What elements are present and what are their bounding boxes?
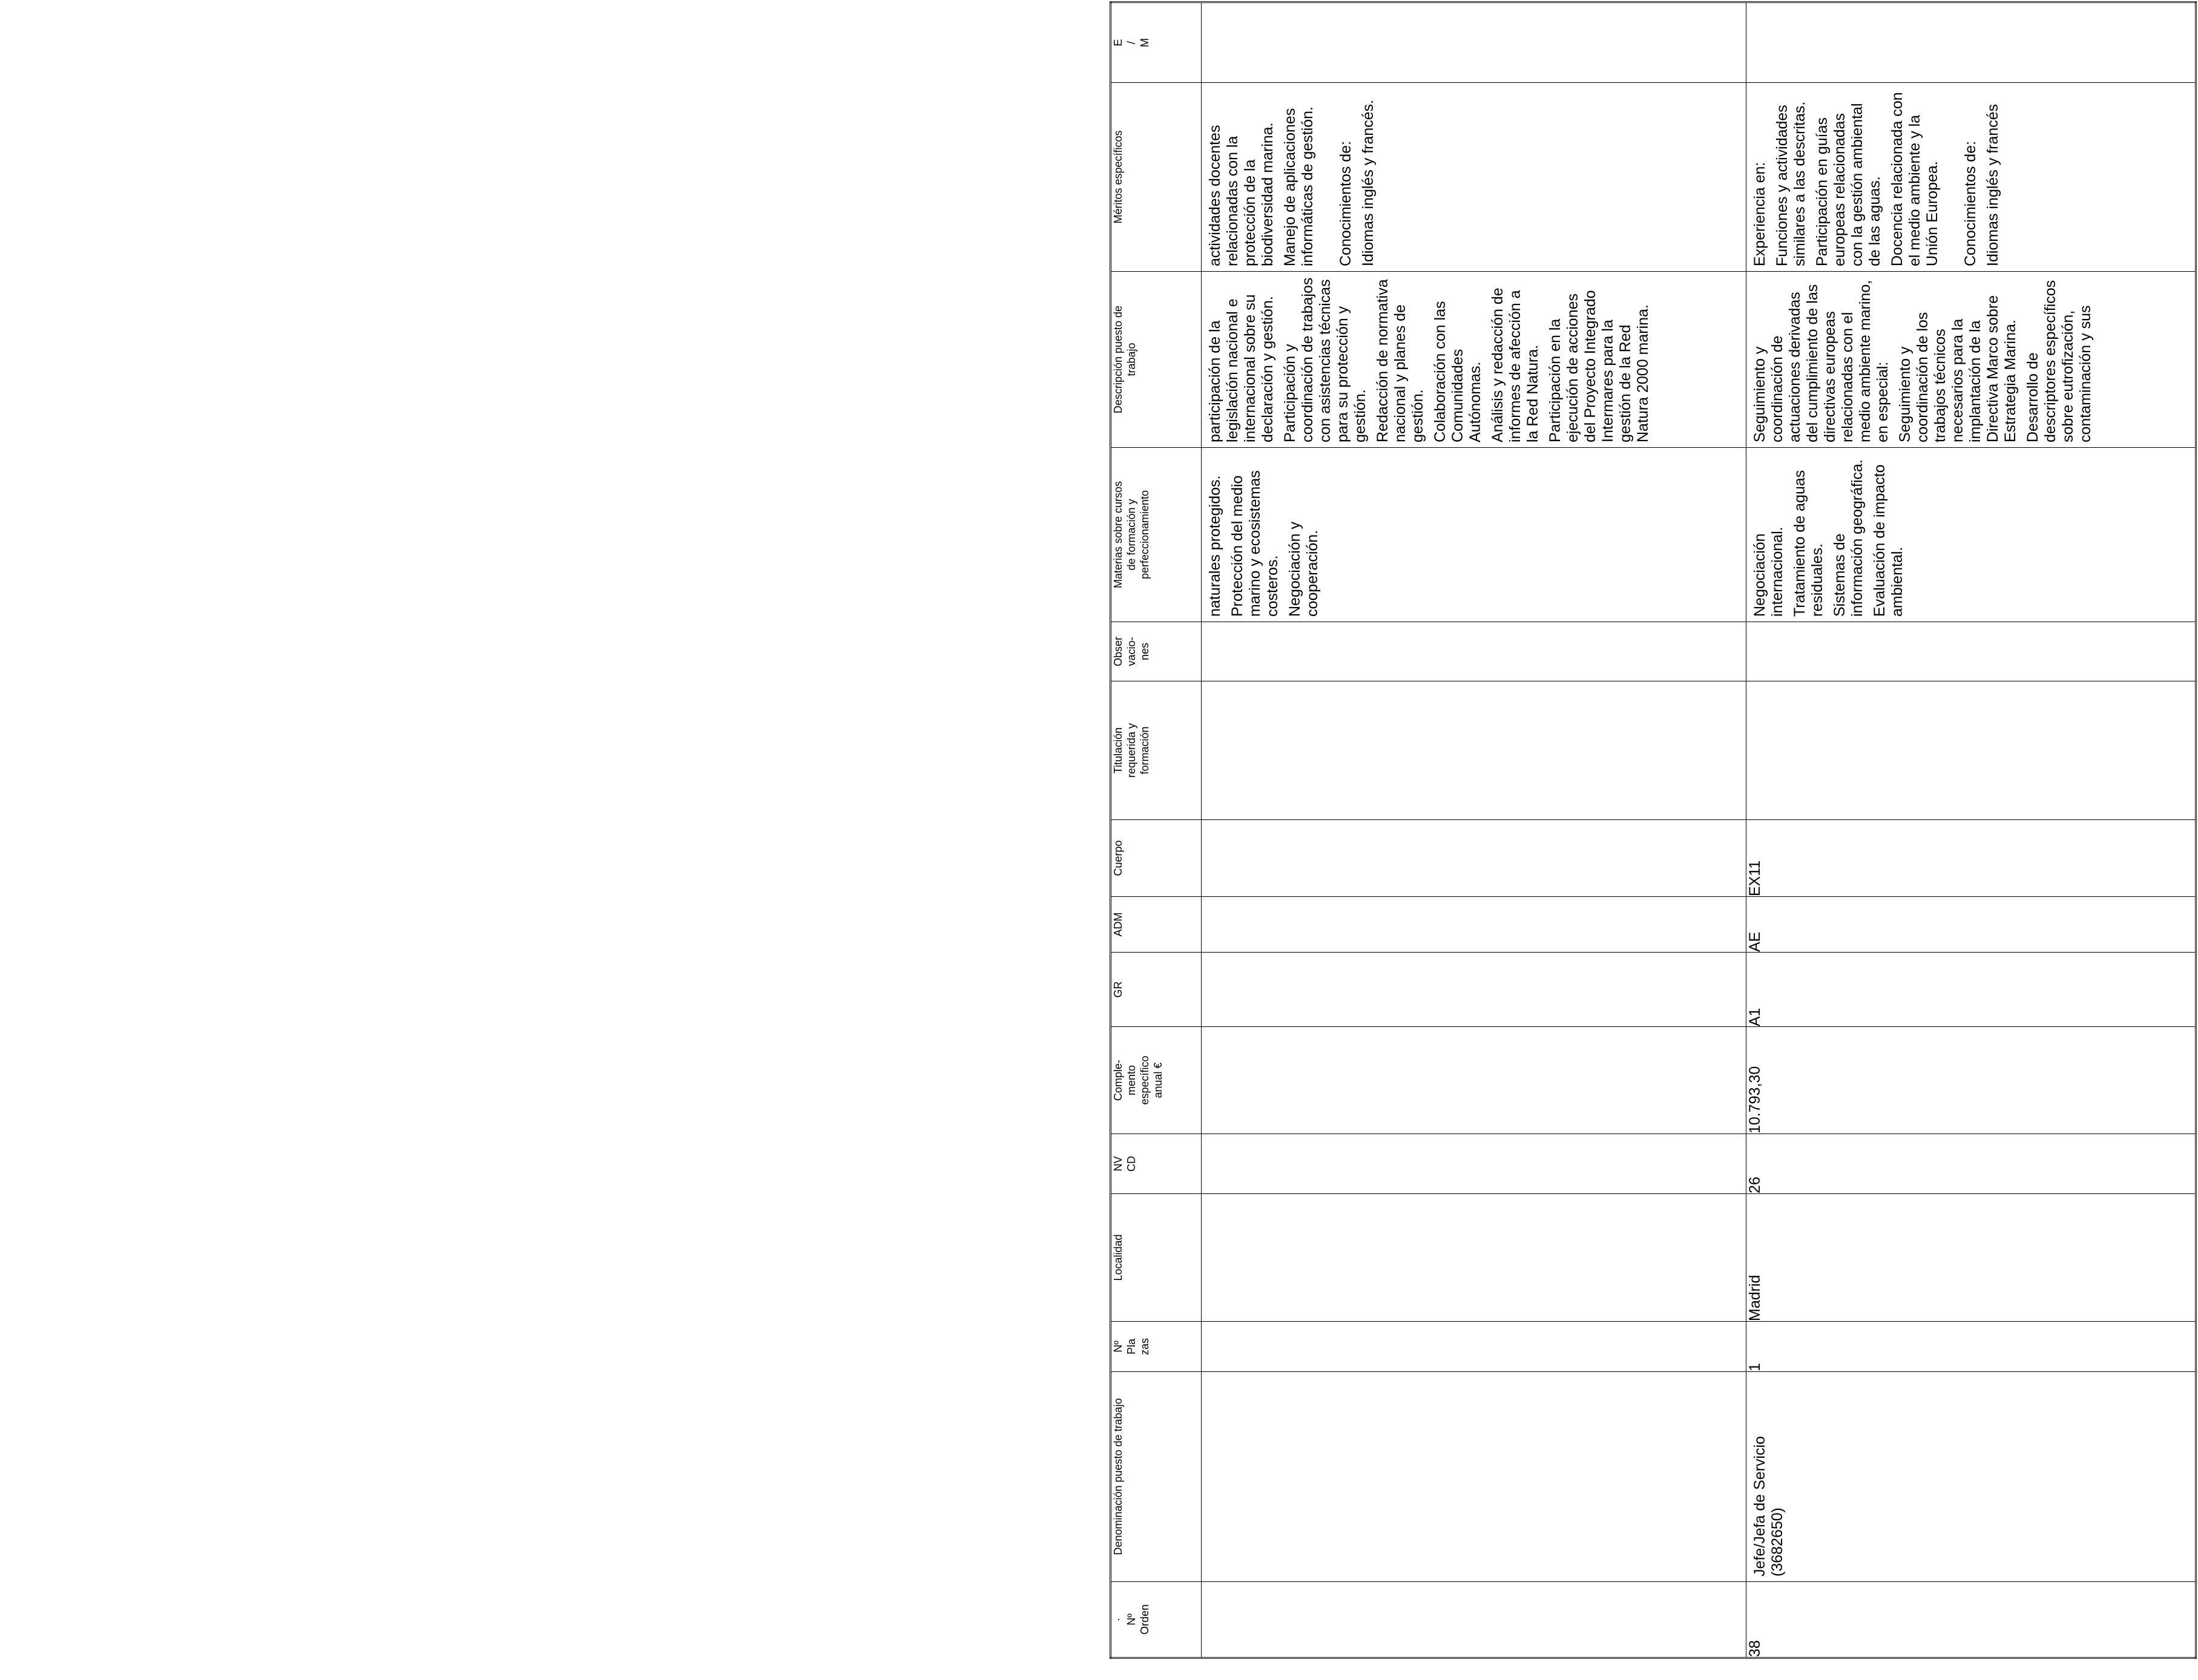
adm-cell: AE (1746, 897, 2196, 953)
job-positions-table (1110, 1, 2197, 1659)
materias-cell: Negociación internacional. Tratamiento de aguas residuales. Sistemas de información geográfica. Evaluación de impacto ambiental. (1746, 448, 2196, 622)
nivel-cell: 26 (1746, 1134, 2196, 1194)
col-meritos: Méritos específicos (1111, 83, 1202, 272)
table-row (1202, 2, 1746, 1658)
col-nivel: NV CD (1111, 1134, 1202, 1194)
em-cell (1746, 2, 2196, 83)
col-cuerpo: Cuerpo (1111, 820, 1202, 897)
col-complemento: Comple- mento específico anual € (1111, 1027, 1202, 1134)
cuerpo-cell: EX11 (1746, 820, 2196, 897)
col-adm: ADM (1111, 897, 1202, 953)
localidad-cell: Madrid (1746, 1194, 2196, 1322)
grupo-cell: A1 (1746, 953, 2196, 1027)
complemento-cell: 10.793,30 (1746, 1027, 2196, 1134)
col-denominacion: Denominación puesto de trabajo (1111, 1372, 1202, 1582)
descripcion-cell: Seguimiento y coordinación de actuaciones derivadas del cumplimiento de las directivas europeas relacionadas con el medio ambiente marino, en especial: Seguimiento y coordinación de los trabajos técnicos necesarios para la implantación de la Directiva Marco sobre Estrategia Marina. Desarrollo de descriptores específicos sobre eutrofización, contaminación y sus (1746, 272, 2196, 448)
col-orden: · Nº Orden (1111, 1582, 1202, 1658)
header-row (1111, 2, 1202, 1658)
table-row (1746, 2, 2196, 1658)
col-descripcion: Descripción puesto de trabajo (1111, 272, 1202, 448)
titulacion-cell (1746, 681, 2196, 820)
plazas-cell: 1 (1746, 1322, 2196, 1372)
denominacion-cell: Jefe/Jefa de Servicio (3682650) (1746, 1372, 2196, 1582)
orden-cell: 38 (1746, 1582, 2196, 1658)
col-localidad: Localidad (1111, 1194, 1202, 1322)
materias-cell: naturales protegidos. Protección del medio marino y ecosistemas costeros. Negociación y cooperación. (1202, 448, 1746, 622)
col-materias: Materias sobre cursos de formación y perfeccionamiento (1111, 448, 1202, 622)
observaciones-cell (1746, 622, 2196, 681)
col-titulacion: Titulación requerida y formación (1111, 681, 1202, 820)
descripcion-cell: participación de la legislación nacional e internacional sobre su declaración y gestión. Participación y coordinación de trabajos con asistencias técnicas para su protección y gestión. Redacción de normativa nacional y planes de gestión. Colaboración con las Comunidades Autónomas. Análisis y redacción de informes de afección a la Red Natura. Participación en la ejecución de acciones del Proyecto Integrado Intermares para la gestión de la Red Natura 2000 marina. (1202, 272, 1746, 448)
col-observaciones: Obser vacio- nes (1111, 622, 1202, 681)
meritos-cell: actividades docentes relacionadas con la protección de la biodiversidad marina. Manejo de aplicaciones informáticas de gestión. Conocimientos de: Idiomas inglés y francés. (1202, 83, 1746, 272)
col-plazas: Nº Pla zas (1111, 1322, 1202, 1372)
meritos-cell: Experiencia en: Funciones y actividades similares a las descritas. Participación en guías europeas relacionadas con la gestión ambiental de las aguas. Docencia relacionada con el medio ambiente y la Unión Europea. Conocimientos de: Idiomas inglés y francés (1746, 83, 2196, 272)
col-grupo: GR (1111, 953, 1202, 1027)
col-em: E / M (1111, 2, 1202, 83)
rotated-page (1104, 0, 2198, 1668)
